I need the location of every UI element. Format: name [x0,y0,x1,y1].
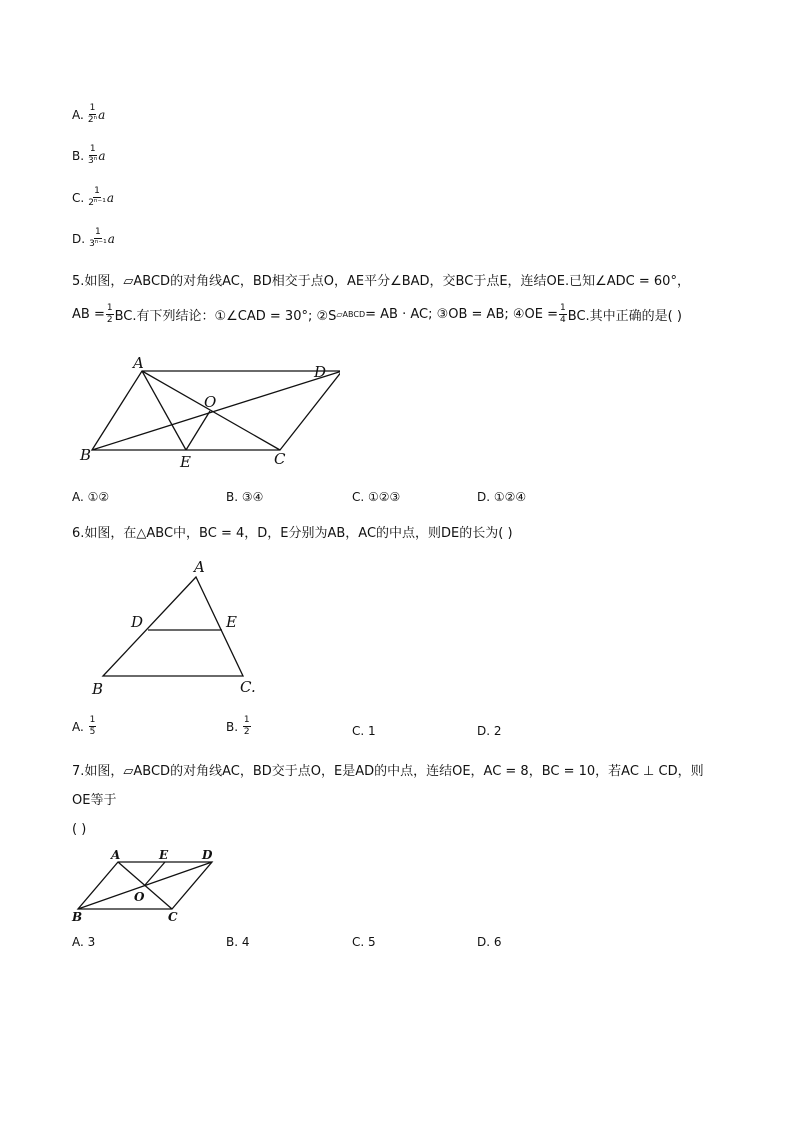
fraction: $\frac{1}{2}$ [106,303,113,325]
q7-choice-b: B. 4 [226,935,250,949]
q5-stem-line2: AB = $\frac{1}{2}$ BC.有下列结论：①∠CAD = 30°; ②S ▱ABCD = AB · AC; ③OB = AB; ④OE = $\frac{1}{4}$ BC.其中正确的是( ) [72,303,682,325]
fraction: $\frac{1}{5}$ [89,715,96,737]
q6-choice-a: A. $\frac{1}{5}$ [72,715,96,737]
q5-parallelogram-figure [70,350,340,475]
point-label-b: B [92,680,104,698]
q5-stem-line1: 5.如图，▱ABCD的对角线AC，BD相交于点O，AE平分∠BAD，交BC于点E，连结OE.已知∠ADC = 60°， [72,274,690,289]
fraction: $\frac{1}{2}$ [243,715,250,737]
point-label-c: C [274,450,286,468]
point-label-d: D [131,613,144,631]
point-label-a: A [133,354,144,372]
fraction: $\frac{1}{\text{3ⁿ⁻¹}}$ [89,227,107,249]
fraction: $\frac{1}{\text{3ⁿ}}$ [88,144,98,166]
fraction: $\frac{1}{4}$ [560,303,566,325]
q5-choice-c: C. ①②③ [352,490,401,504]
point-label-d: D [314,363,327,381]
q4-option-a: A. $\frac{1}{\text{2ⁿ}}$ a [72,103,106,125]
point-label-c: C. [240,678,256,696]
point-label-a: A [111,848,121,862]
point-label-d: D [202,848,213,862]
point-label-a: A [194,558,205,576]
point-label-e: E [226,613,237,631]
triangle-abc [103,577,243,676]
q7-choice-a: A. 3 [72,935,96,949]
q7-stem-line2: OE等于 [72,793,117,808]
q4-option-b: B. $\frac{1}{\text{3ⁿ}}$ a [72,144,106,166]
q6-choice-d: D. 2 [477,724,502,738]
q6-choice-b: B. $\frac{1}{2}$ [226,715,250,737]
q6-stem: 6.如图，在△ABC中，BC = 4，D，E分别为AB，AC的中点，则DE的长为( ) [72,526,513,541]
point-label-e: E [159,848,169,862]
point-label-e: E [180,453,191,471]
fraction: $\frac{1}{\text{2ⁿ}}$ [87,103,98,125]
q7-choice-c: C. 5 [352,935,376,949]
point-label-b: B [80,446,92,464]
point-label-b: B [72,910,83,924]
q5-choice-b: B. ③④ [226,490,264,504]
q7-answer-bracket: ( ) [72,822,87,837]
q7-stem-line1: 7.如图，▱ABCD的对角线AC，BD交于点O，E是AD的中点，连结OE，AC = 8，BC = 10，若AC ⊥ CD，则 [72,764,704,779]
q5-choice-a: A. ①② [72,490,110,504]
q6-choice-c: C. 1 [352,724,376,738]
q7-choice-d: D. 6 [477,935,502,949]
point-label-o: O [134,890,145,904]
q4-option-c: C. $\frac{1}{\text{2ⁿ⁻¹}}$ a [72,186,115,208]
q6-triangle-figure [85,555,275,700]
q7-parallelogram-figure [68,845,228,925]
q5-choice-d: D. ①②④ [477,490,527,504]
q4-option-d: D. $\frac{1}{\text{3ⁿ⁻¹}}$ a [72,227,115,249]
point-label-o: O [204,393,217,411]
fraction: $\frac{1}{\text{2ⁿ⁻¹}}$ [88,186,106,208]
point-label-c: C [168,910,178,924]
